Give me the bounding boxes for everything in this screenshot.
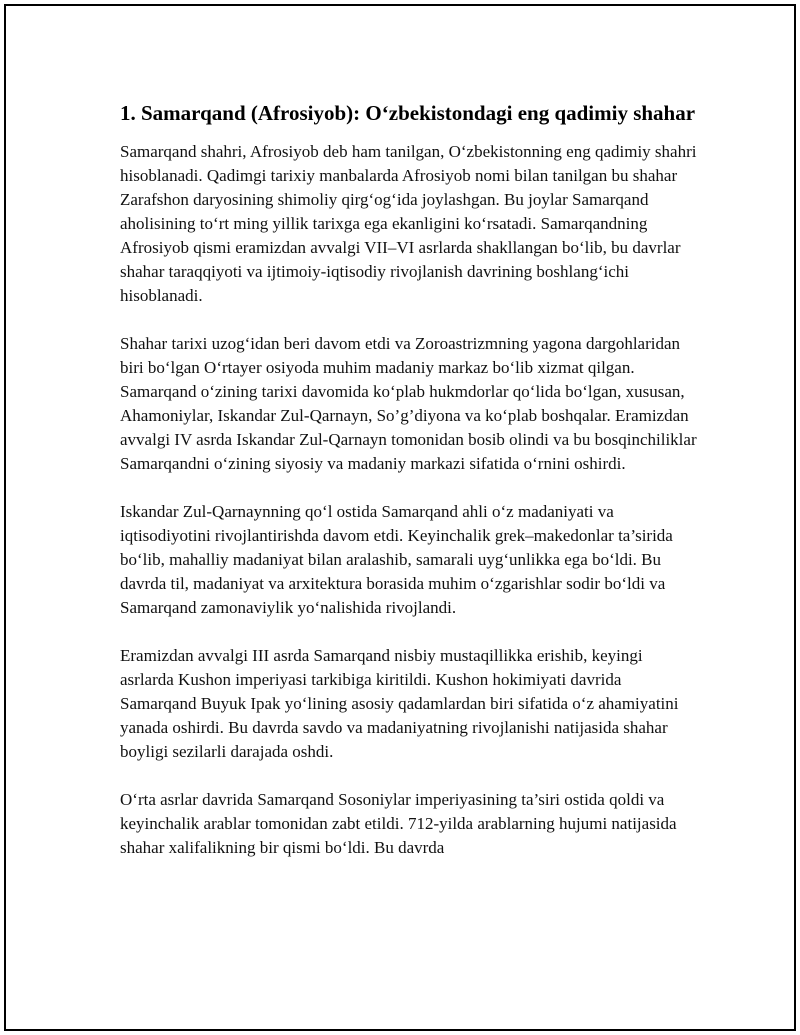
paragraph-1: Samarqand shahri, Afrosiyob deb ham tanilgan, O‘zbekistonning eng qadimiy shahri hisoblanadi. Qadimgi tarixiy manbalarda Afrosiyob nomi bilan tanilgan bu shahar Zarafshon daryosining shimoliy qirg‘og‘ida joylashgan. Bu joylar Samarqand aholisining to‘rt ming yillik tarixga ega ekanligini ko‘rsatadi. Samarqandning Afrosiyob qismi eramizdan avvalgi VII–VI asrlarda shakllangan bo‘lib, bu davrlar shahar taraqqiyoti va ijtimoiy-iqtisodiy rivojlanish davrining boshlang‘ichi hisoblanadi. <box>120 142 697 305</box>
document-page <box>4 4 796 1031</box>
paragraph-5: O‘rta asrlar davrida Samarqand Sosoniylar imperiyasining ta’siri ostida qoldi va keyinchalik arablar tomonidan zabt etildi. 712-yilda arablarning hujumi natijasida shahar xalifalikning bir qismi bo‘ldi. Bu davrda <box>120 790 677 857</box>
paragraph-2: Shahar tarixi uzog‘idan beri davom etdi va Zoroastrizmning yagona dargohlaridan biri bo‘lgan O‘rtayer osiyoda muhim madaniy markaz bo‘lib xizmat qilgan. Samarqand o‘zining tarixi davomida ko‘plab hukmdorlar qo‘lida bo‘lgan, xususan, Ahamoniylar, Iskandar Zul-Qarnayn, So’g’diyona va ko‘plab boshqalar. Eramizdan avvalgi IV asrda Iskandar Zul-Qarnayn tomonidan bosib olindi va bu bosqinchiliklar Samarqandni o‘zining siyosiy va madaniy markazi sifatida o‘rnini oshirdi. <box>120 334 697 473</box>
section-heading: 1. Samarqand (Afrosiyob): O‘zbekistondagi eng qadimiy shahar <box>120 101 696 125</box>
paragraph-4: Eramizdan avvalgi III asrda Samarqand nisbiy mustaqillikka erishib, keyingi asrlarda Kushon imperiyasi tarkibiga kiritildi. Kushon hokimiyati davrida Samarqand Buyuk Ipak yo‘lining asosiy qadamlardan biri sifatida o‘z ahamiyatini yanada oshirdi. Bu davrda savdo va madaniyatning rivojlanishi natijasida shahar boyligi sezilarli darajada oshdi. <box>120 646 679 761</box>
document-body <box>120 99 700 884</box>
paragraph-3: Iskandar Zul-Qarnaynning qo‘l ostida Samarqand ahli o‘z madaniyati va iqtisodiyotini rivojlantirishda davom etdi. Keyinchalik grek–makedonlar ta’sirida bo‘lib, mahalliy madaniyat bilan aralashib, samarali uyg‘unlikka ega bo‘ldi. Bu davrda til, madaniyat va arxitektura borasida muhim o‘zgarishlar sodir bo‘ldi va Samarqand zamonaviylik yo‘nalishida rivojlandi. <box>120 502 673 617</box>
